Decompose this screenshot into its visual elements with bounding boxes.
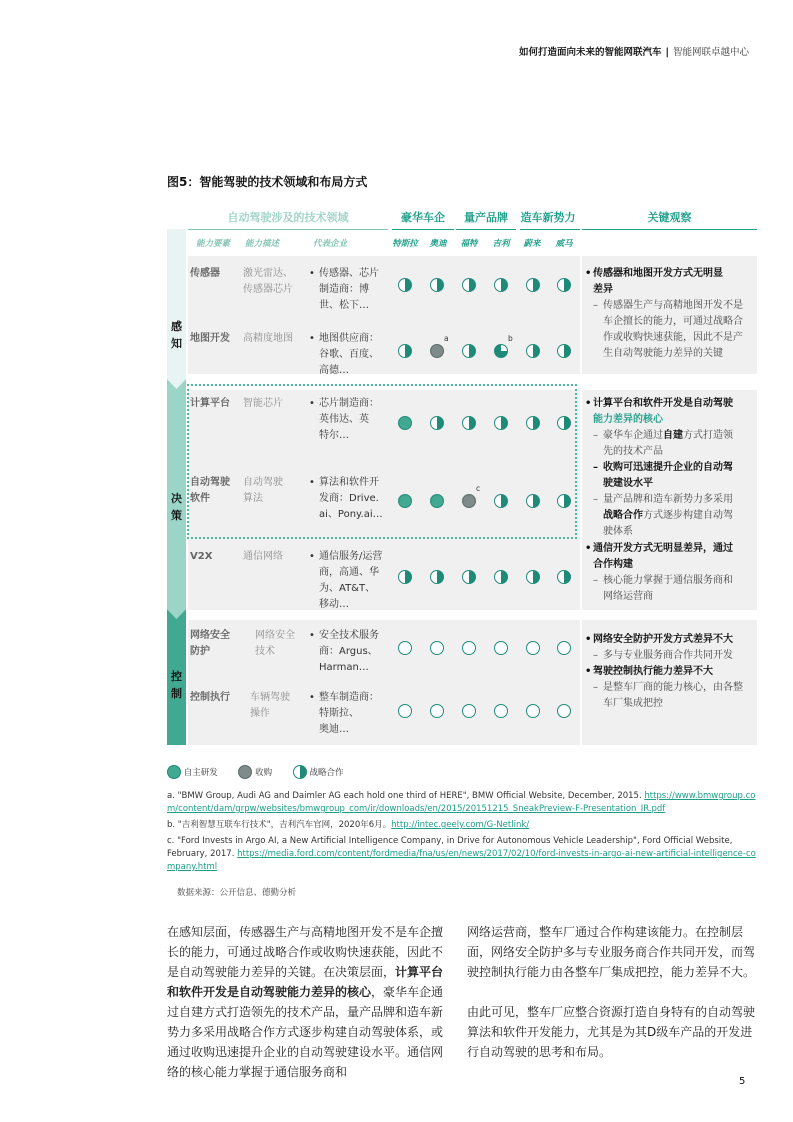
obs-2-sub1-a: 豪华车企通过	[603, 430, 663, 441]
body-right-column	[467, 922, 757, 1062]
layout-icon-half	[557, 494, 571, 508]
footnote-b-text: b. "吉利智慧互联车行技术"，吉利汽车官网，2020年6月。	[167, 820, 392, 830]
legend-self-icon	[167, 765, 181, 779]
layout-icon-half	[526, 570, 540, 584]
dash-2b: –	[593, 462, 598, 473]
dash-1: –	[593, 300, 598, 311]
obs-2-sub1-b: 自建	[663, 430, 683, 441]
obs-1-body: 传感器生产与高精地图开发不是 车企擅长的能力，可通过战略合 作或收购快速获能，因此不是产 生自动驾驶能力差异的关键	[603, 300, 743, 359]
layout-icon-half	[398, 570, 412, 584]
layout-icon-half	[430, 278, 444, 292]
row-representatives	[309, 475, 399, 523]
figure-title: 图5：智能驾驶的技术领域和布局方式	[167, 175, 368, 189]
obs-4-body: 多与专业服务商合作共同开发	[603, 650, 733, 661]
layout-icon-half	[462, 570, 476, 584]
col-new-forces: 造车新势力	[520, 211, 576, 224]
row-representatives	[309, 331, 399, 379]
row-description: 激光雷达、 传感器芯片	[243, 268, 293, 295]
layout-icon-half	[557, 344, 571, 358]
subhead-capability-desc: 能力描述	[245, 239, 280, 249]
layout-icon-half	[557, 278, 571, 292]
row-representatives	[309, 690, 399, 738]
sidebar-perception	[167, 229, 186, 389]
footnote-marker: b	[508, 334, 513, 343]
obs-2-sub3-a: 量产品牌和造车新势力多采用	[603, 494, 733, 505]
legend-partner-icon	[293, 765, 307, 779]
dash-2a: –	[593, 430, 598, 441]
layout-icon-half	[494, 570, 508, 584]
layout-icon-half	[430, 416, 444, 430]
row-capability: V2X	[190, 551, 213, 562]
footnote-b	[167, 819, 757, 832]
layout-icon-full	[398, 416, 412, 430]
body-left-2: ，豪华车企通过自建方式打造领先的技术产品，量产品牌和造车新势力多采用战略合作方式逐步构建自动驾驶体系，或通过收购迅速提升企业的自动驾驶建设水平。通信网络的核心能力掌握于通信服务商和	[167, 985, 444, 1079]
layout-icon-three	[494, 344, 508, 358]
row-bullet: •	[309, 630, 315, 641]
row-bullet: •	[309, 692, 315, 703]
row-capability: 网络安全 防护	[190, 630, 230, 657]
row-representatives-text: 传感器、芯片 制造商：博 世、松下…	[319, 268, 379, 311]
layout-icon-half	[462, 278, 476, 292]
obs-2-head-green: 能力差异的核心	[593, 414, 663, 425]
dash-3: –	[593, 575, 598, 586]
layout-icon-half	[462, 416, 476, 430]
header-rule-3	[456, 229, 516, 230]
subhead-representatives: 代表企业	[313, 239, 348, 249]
bullet-2: •	[585, 398, 592, 409]
body-right-1: 网络运营商，整车厂通过合作构建该能力。在控制层面，网络安全防护多与专业服务商合作共同开发，而驾驶控制执行能力由各整车厂集成把控，能力差异不大。	[467, 925, 756, 979]
layout-icon-empty	[557, 704, 571, 718]
bullet-5: •	[585, 666, 592, 677]
bullet-4: •	[585, 634, 592, 645]
group-label-decision: 决 策	[171, 492, 182, 522]
col-mass: 量产品牌	[464, 211, 508, 224]
data-source: 数据来源：公开信息、德勤分析	[177, 888, 297, 898]
layout-icon-empty	[430, 704, 444, 718]
body-left-1: 在感知层面，传感器生产与高精地图开发不是车企擅长的能力，可通过战略合作或收购快速获能，因此不是自动驾驶能力差异的关键。在决策层面，	[167, 925, 444, 979]
row-representatives	[309, 396, 399, 444]
bullet-1: •	[585, 268, 592, 279]
layout-icon-empty	[494, 641, 508, 655]
layout-icon-half	[557, 570, 571, 584]
layout-icon-empty	[526, 704, 540, 718]
row-description: 网络安全 技术	[255, 630, 295, 657]
bullet-3: •	[585, 543, 592, 554]
row-capability: 地图开发	[190, 333, 230, 344]
row-capability: 计算平台	[190, 398, 230, 409]
layout-icon-half	[494, 416, 508, 430]
body-right-2: 由此可见，整车厂应整合资源打造自身特有的自动驾驶算法和软件开发能力，尤其是为其D级车产品的开发进行自动驾驶的思考和布局。	[467, 1005, 756, 1059]
layout-icon-empty	[462, 704, 476, 718]
footnote-a	[167, 790, 757, 816]
body-left-column	[167, 922, 446, 1082]
subhead-capability: 能力要素	[196, 239, 231, 249]
legend-partner-label: 战略合作	[309, 768, 344, 778]
layout-icon-half	[526, 416, 540, 430]
header-subtitle: 智能网联卓越中心	[672, 47, 749, 58]
observation-3	[585, 541, 757, 605]
observation-2	[585, 396, 757, 540]
row-capability: 控制执行	[190, 692, 230, 703]
header-rule-5	[582, 229, 757, 230]
layout-icon-half	[494, 494, 508, 508]
row-capability: 传感器	[190, 268, 220, 279]
row-bullet: •	[309, 398, 315, 409]
footnote-a-text: a. "BMW Group, Audi AG and Daimler AG each hold one third of HERE", BMW Official Website, December, 2015.	[167, 791, 645, 801]
footnote-c-text: c. "Ford Invests in Argo AI, a New Artificial Intelligence Company, in Drive for Autonomous Vehicle Leadership", Ford Official Website, February, 2017.	[167, 836, 733, 859]
row-representatives-text: 地图供应商： 谷歌、百度、 高德…	[319, 333, 379, 376]
footnote-marker: a	[444, 334, 449, 343]
brand-audi: 奥迪	[429, 239, 447, 249]
page-number: 5	[739, 1076, 746, 1087]
observation-4	[585, 632, 757, 712]
group-label-control: 控 制	[171, 670, 182, 700]
obs-2-sub3-c: 方式逐步构建自动驾 驶体系	[603, 510, 733, 537]
col-luxury: 豪华车企	[401, 211, 445, 224]
row-description: 自动驾驶 算法	[243, 477, 283, 504]
dash-2c: –	[593, 494, 598, 505]
layout-icon-half	[398, 344, 412, 358]
row-bullet: •	[309, 477, 315, 488]
obs-5-head: 驾驶控制执行能力差异不大	[593, 666, 713, 677]
row-representatives-text: 芯片制造商： 英伟达、英 特尔…	[319, 398, 379, 441]
row-representatives-text: 通信服务/运营 商，高通、华 为、AT&T、 移动…	[319, 551, 383, 610]
col-observations: 关键观察	[647, 211, 692, 224]
layout-icon-half	[557, 416, 571, 430]
obs-2-sub3-b: 战略合作	[603, 510, 643, 521]
layout-icon-half	[526, 278, 540, 292]
legend-acquire-label: 收购	[255, 768, 273, 778]
layout-icon-full	[398, 494, 412, 508]
obs-3-head: 通信开发方式无明显差异，通过 合作构建	[593, 543, 733, 570]
brand-geely: 吉利	[492, 239, 510, 249]
row-representatives-text: 算法和软件开 发商：Drive. ai、Pony.ai…	[319, 477, 383, 520]
row-representatives-text: 整车制造商： 特斯拉、 奥迪…	[319, 692, 379, 735]
brand-tesla: 特斯拉	[392, 239, 418, 249]
header-rule-4	[520, 229, 580, 230]
obs-2-head: 计算平台和软件开发是自动驾驶	[593, 398, 733, 409]
observation-1	[585, 266, 757, 362]
row-bullet: •	[309, 333, 315, 344]
layout-icon-half	[494, 278, 508, 292]
layout-icon-empty	[526, 641, 540, 655]
row-description: 车辆驾驶 操作	[250, 692, 290, 719]
row-bullet: •	[309, 268, 315, 279]
layout-icon-empty	[462, 641, 476, 655]
legend	[167, 765, 344, 779]
row-capability: 自动驾驶 软件	[190, 477, 230, 504]
row-description: 通信网络	[243, 551, 283, 562]
obs-3-body: 核心能力掌握于通信服务商和 网络运营商	[603, 575, 733, 602]
layout-icon-half	[526, 494, 540, 508]
row-representatives	[309, 266, 399, 314]
layout-icon-empty	[494, 704, 508, 718]
row-description: 智能芯片	[243, 398, 283, 409]
obs-2-sub1-c: 方式打造领 先的技术产品	[603, 430, 733, 457]
obs-2-sub2: 收购可迅速提升企业的自动驾 驶建设水平	[603, 462, 733, 489]
layout-icon-full	[430, 494, 444, 508]
obs-4-head: 网络安全防护开发方式差异不大	[593, 634, 733, 645]
header-separator: |	[665, 47, 669, 58]
running-header	[519, 44, 749, 58]
dash-5: –	[593, 682, 598, 693]
layout-icon-empty	[398, 641, 412, 655]
layout-icon-empty	[557, 641, 571, 655]
row-representatives	[309, 628, 399, 676]
dash-4: –	[593, 650, 598, 661]
row-representatives-text: 安全技术服务 商：Argus、 Harman…	[319, 630, 379, 673]
row-bullet: •	[309, 551, 315, 562]
footnote-marker: c	[476, 484, 481, 493]
header-title: 如何打造面向未来的智能网联汽车	[518, 47, 662, 58]
legend-acquire-icon	[238, 765, 252, 779]
obs-1-head: 传感器和地图开发方式无明显 差异	[593, 268, 723, 295]
layout-icon-half	[462, 344, 476, 358]
layout-icon-half	[430, 570, 444, 584]
footnote-a-link[interactable]: https://www.bmwgroup.com/content/dam/grpw/websites/bmwgroup_com/ir/downloads/en/2015/20151215_SneakPreview-F-Presentation_IR.pdf	[167, 791, 756, 814]
brand-weltmeister: 威马	[555, 239, 573, 249]
header-rule-1	[188, 229, 388, 230]
brand-ford: 福特	[460, 239, 478, 249]
layout-icon-empty	[398, 704, 412, 718]
group-label-perception: 感 知	[171, 320, 182, 350]
row-description: 高精度地图	[243, 333, 293, 344]
footnote-b-link[interactable]: http://intec.geely.com/G-Netlink/	[391, 820, 530, 830]
brand-nio: 蔚来	[523, 239, 541, 249]
legend-self-label: 自主研发	[183, 768, 218, 778]
layout-icon-half	[526, 344, 540, 358]
layout-icon-gray	[462, 494, 476, 508]
obs-5-body: 是整车厂商的能力核心，由各整 车厂集成把控	[603, 682, 743, 709]
col-tech-domain: 自动驾驶涉及的技术领域	[227, 211, 349, 224]
row-representatives	[309, 549, 399, 613]
layout-icon-half	[398, 278, 412, 292]
header-rule-2	[392, 229, 454, 230]
layout-icon-empty	[430, 641, 444, 655]
layout-icon-gray	[430, 344, 444, 358]
body-left-bold: 计算平台和软件开发是自动驾驶能力差异的核心	[167, 965, 444, 999]
footnote-c-link[interactable]: https://media.ford.com/content/fordmedia/fna/us/en/news/2017/02/10/ford-invests-in-argo-ai-new-artificial-intelligence-company.html	[167, 849, 756, 872]
footnote-c	[167, 835, 757, 874]
